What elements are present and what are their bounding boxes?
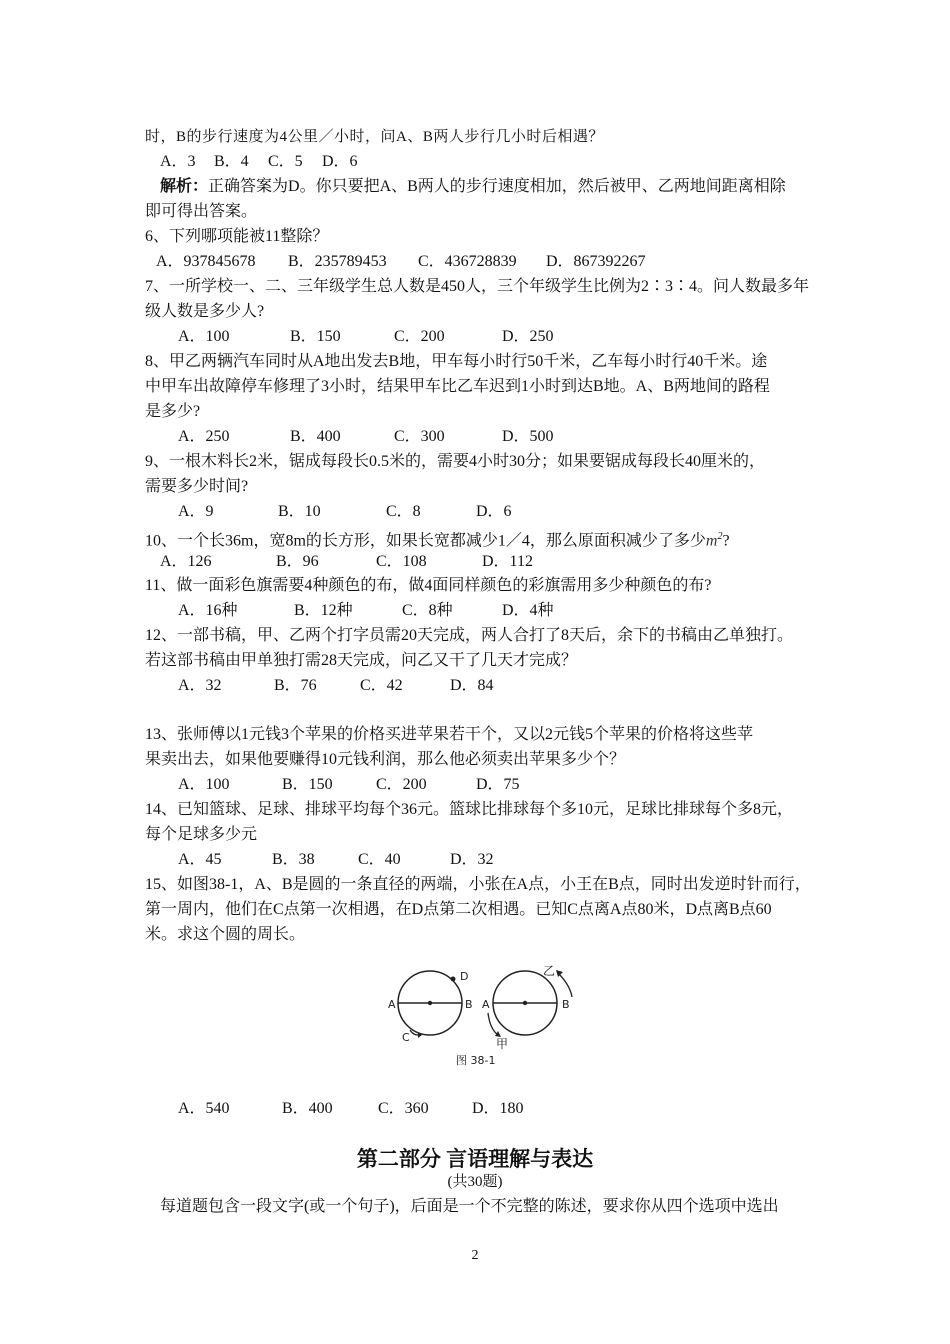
q13-option-d: D．75 bbox=[476, 776, 520, 793]
q5-analysis bbox=[160, 177, 786, 197]
q14-options bbox=[178, 850, 494, 870]
section-subtitle: (共30题) bbox=[447, 1174, 503, 1190]
point-d-dot bbox=[451, 977, 456, 982]
figure-38-1 bbox=[380, 963, 580, 1068]
q6-option-a: A．937845678 bbox=[156, 253, 256, 270]
q13-question: 13、张师傅以1元钱3个苹果的价格买进苹果若干个，又以2元钱5个苹果的价格将这些苹 bbox=[145, 726, 754, 743]
analysis-label: 解析： bbox=[160, 178, 209, 195]
section-intro: 每道题包含一段文字(或一个句子)，后面是一个不完整的陈述，要求你从四个选项中选出 bbox=[160, 1198, 779, 1215]
q11-option-b: B．12种 bbox=[294, 602, 353, 619]
q9-continuation: 需要多少时间? bbox=[145, 478, 249, 495]
q15-option-c: C．360 bbox=[378, 1100, 429, 1117]
q11-question: 11、做一面彩色旗需要4种颜色的布，做4面同样颜色的彩旗需用多少种颜色的布? bbox=[145, 577, 712, 594]
label-left-b: B bbox=[465, 998, 473, 1011]
q13-options bbox=[178, 775, 520, 795]
q14-option-b: B．38 bbox=[272, 851, 315, 868]
q11-option-a: A．16种 bbox=[178, 602, 238, 619]
q6-question: 6、下列哪项能被11整除？ bbox=[145, 228, 329, 245]
q12-question: 12、一部书稿，甲、乙两个打字员需20天完成，两人合打了8天后，余下的书稿由乙单独打。 bbox=[145, 627, 794, 644]
q12-continuation: 若这部书稿由甲单独打需28天完成，问乙又干了几天才完成？ bbox=[145, 652, 578, 669]
q6-option-c: C．436728839 bbox=[418, 253, 517, 270]
q11-option-d: D．4种 bbox=[502, 602, 554, 619]
q14-option-d: D．32 bbox=[450, 851, 494, 868]
q7-option-b: B．150 bbox=[290, 328, 341, 345]
analysis-text: 正确答案为D。你只要把A、B两人的步行速度相加，然后被甲、乙两地间距离相除 bbox=[208, 178, 786, 195]
right-center-dot bbox=[523, 1001, 527, 1005]
section-title: 第二部分 言语理解与表达 bbox=[356, 1147, 594, 1171]
q9-question: 9、一根木料长2米，锯成每段长0.5米的，需要4小时30分；如果要锯成每段长40厘米的， bbox=[145, 453, 766, 470]
q5-option-a: A．3 bbox=[160, 153, 196, 170]
page-number: 2 bbox=[471, 1248, 479, 1263]
q13-continuation: 果卖出去，如果他要赚得10元钱利润，那么他必须卖出苹果多少个？ bbox=[145, 751, 626, 768]
q5-analysis-continuation: 即可得出答案。 bbox=[145, 203, 258, 220]
q10-option-b: B．96 bbox=[276, 553, 319, 570]
label-jia: 甲 bbox=[496, 1037, 509, 1051]
q8-options bbox=[178, 427, 554, 447]
q9-option-d: D．6 bbox=[476, 503, 512, 520]
label-yi: 乙 bbox=[543, 964, 556, 978]
q13-option-b: B．150 bbox=[282, 776, 333, 793]
q5-option-d: D．6 bbox=[322, 153, 358, 170]
q15-option-b: B．400 bbox=[282, 1100, 333, 1117]
q5-option-c: C．5 bbox=[268, 153, 303, 170]
q15-continuation-1: 第一周内，他们在C点第一次相遇，在D点第二次相遇。已知C点离A点80米，D点离B点60 bbox=[145, 901, 772, 918]
q10-unit: m bbox=[705, 532, 718, 550]
q7-options bbox=[178, 327, 554, 347]
q10-options bbox=[160, 552, 533, 572]
q12-option-c: C．42 bbox=[360, 677, 403, 694]
q5-option-b: B．4 bbox=[214, 153, 249, 170]
q10-end: ? bbox=[722, 532, 730, 550]
q10-option-d: D．112 bbox=[482, 553, 533, 570]
q10-option-a: A．126 bbox=[160, 553, 212, 570]
q10-text: 10、一个长36m，宽8m的长方形，如果长宽都减少1／4，那么原面积减少了多少 bbox=[145, 532, 706, 550]
q9-option-c: C．8 bbox=[386, 503, 421, 520]
q6-options bbox=[156, 252, 646, 272]
q9-options bbox=[178, 502, 512, 522]
q12-options bbox=[178, 676, 494, 696]
q8-option-c: C．300 bbox=[394, 428, 445, 445]
q8-question: 8、甲乙两辆汽车同时从A地出发去B地，甲车每小时行50千米，乙车每小时行40千米。途 bbox=[145, 353, 768, 370]
q15-option-a: A．540 bbox=[178, 1100, 230, 1117]
q13-option-a: A．100 bbox=[178, 776, 230, 793]
q12-option-b: B．76 bbox=[274, 677, 317, 694]
q6-option-d: D．867392267 bbox=[546, 253, 646, 270]
q12-option-d: D．84 bbox=[450, 677, 494, 694]
label-right-b: B bbox=[562, 998, 570, 1011]
q7-option-d: D．250 bbox=[502, 328, 554, 345]
q9-option-a: A．9 bbox=[178, 503, 214, 520]
q8-option-a: A．250 bbox=[178, 428, 230, 445]
label-right-a: A bbox=[482, 998, 490, 1011]
q10-unit-exponent: 2 bbox=[717, 531, 723, 542]
q6-option-b: B．235789453 bbox=[288, 253, 387, 270]
q7-question: 7、一所学校一、二、三年级学生总人数是450人，三个年级学生比例为2∶3∶4。问人数最多年 bbox=[145, 278, 810, 295]
q15-continuation-2: 米。求这个圆的周长。 bbox=[145, 926, 306, 943]
q10-question bbox=[145, 527, 730, 551]
left-center-dot bbox=[428, 1001, 432, 1005]
q5-options bbox=[160, 152, 358, 172]
q9-option-b: B．10 bbox=[278, 503, 321, 520]
q7-continuation: 级人数是多少人? bbox=[145, 303, 265, 320]
q15-question: 15、如图38-1，A、B是圆的一条直径的两端，小张在A点，小王在B点，同时出发逆时针而行， bbox=[145, 876, 811, 893]
q8-continuation-1: 中甲车出故障停车修理了3小时，结果甲车比乙车迟到1小时到达B地。A、B两地间的路程 bbox=[145, 378, 770, 395]
q14-continuation: 每个足球多少元 bbox=[145, 826, 258, 843]
figure-caption: 图 38-1 bbox=[456, 1054, 496, 1067]
yi-arrow-icon bbox=[558, 973, 572, 997]
q14-question: 14、已知篮球、足球、排球平均每个36元。篮球比排球每个多10元，足球比排球每个多8元， bbox=[145, 801, 794, 818]
q8-option-d: D．500 bbox=[502, 428, 554, 445]
q12-option-a: A．32 bbox=[178, 677, 222, 694]
q14-option-c: C．40 bbox=[358, 851, 401, 868]
q11-options bbox=[178, 601, 554, 621]
label-d: D bbox=[460, 970, 469, 983]
label-c: C bbox=[402, 1031, 410, 1044]
q5-continuation: 时，B的步行速度为4公里／小时，问A、B两人步行几小时后相遇？ bbox=[145, 129, 604, 145]
q7-option-a: A．100 bbox=[178, 328, 230, 345]
q8-option-b: B．400 bbox=[290, 428, 341, 445]
q8-continuation-2: 是多少? bbox=[145, 403, 201, 420]
q15-option-d: D．180 bbox=[472, 1100, 524, 1117]
q7-option-c: C．200 bbox=[394, 328, 445, 345]
q13-option-c: C．200 bbox=[376, 776, 427, 793]
q11-option-c: C．8种 bbox=[402, 602, 453, 619]
label-left-a: A bbox=[388, 998, 396, 1011]
q15-options bbox=[178, 1099, 524, 1119]
q10-option-c: C．108 bbox=[376, 553, 427, 570]
yi-arrowhead-icon bbox=[556, 970, 563, 977]
q14-option-a: A．45 bbox=[178, 851, 222, 868]
